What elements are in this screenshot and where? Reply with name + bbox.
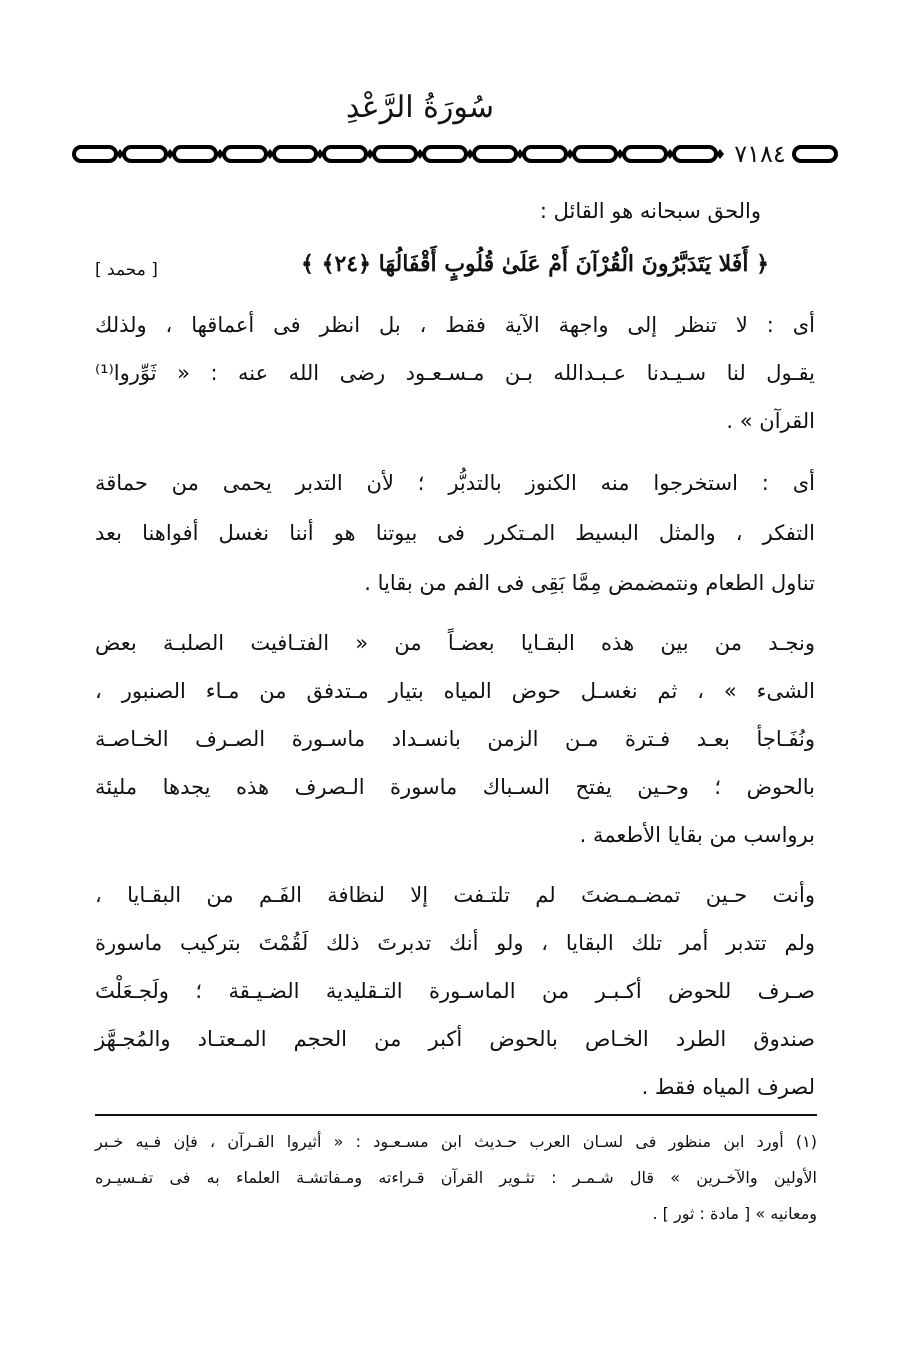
paragraph-2-line-2: التفكر ، والمثل البسيط المـتكرر فى بيوتنا هو أننا نغسل أفواهنا بعد xyxy=(95,521,815,545)
paragraph-1-line-2: يقـول لنا سـيـدنا عـبـدالله بـن مـسـعـود رضى الله عنه : « ثَوِّروا⁽¹⁾ xyxy=(95,361,815,385)
footnote-line-3: ومعانيه » [ مادة : ثور ] . xyxy=(652,1204,817,1223)
chain-link-end xyxy=(794,147,836,161)
paragraph-3-line-3: ونُفَـاجأ بعـد فـترة مـن الزمن بانسـداد ماسـورة الصـرف الخـاصـة xyxy=(95,727,815,751)
verse-reference: [ محمد ] xyxy=(95,260,158,280)
chain-link xyxy=(174,147,216,161)
paragraph-2-line-3: تناول الطعام ونتمضمض مِمَّا بَقِى فى الفم من بقايا . xyxy=(364,571,815,595)
surah-title: سُورَةُ الرَّعْدِ xyxy=(345,90,495,125)
paragraph-1-line-3: القرآن » . xyxy=(726,409,815,433)
chain-link xyxy=(674,147,716,161)
paragraph-4-line-4: صندوق الطرد الخـاص بالحوض أكبر من الحجم المـعتـاد والمُجـهَّز xyxy=(95,1027,815,1051)
chain-link xyxy=(624,147,666,161)
chain-link xyxy=(274,147,316,161)
paragraph-1-line-1: أى : لا تنظر إلى واجهة الآية فقط ، بل انظر فى أعماقها ، ولذلك xyxy=(95,313,815,337)
chain-link xyxy=(374,147,416,161)
intro-line: والحق سبحانه هو القائل : xyxy=(539,199,761,223)
chain-link xyxy=(74,147,116,161)
decorative-border xyxy=(70,138,840,170)
paragraph-3-line-2: الشىء » ، ثم نغسـل حوض المياه بتيار مـتدفق من مـاء الصنبور ، xyxy=(95,679,815,703)
paragraph-3-line-5: برواسب من بقايا الأطعمة . xyxy=(579,823,815,847)
chain-link xyxy=(474,147,516,161)
chain-link xyxy=(524,147,566,161)
chain-link xyxy=(324,147,366,161)
footnote-line-1: (١) أورد ابن منظور فى لسـان العرب حـديث ابن مسـعـود : « أثيروا القـرآن ، فإن فـيه خـبر xyxy=(95,1132,817,1151)
page-number: ٧١٨٤ xyxy=(734,140,786,168)
paragraph-3-line-4: بالحوض ؛ وحـين يفتح السـباك ماسورة الـصرف هذه يجدها مليئة xyxy=(95,775,815,799)
chain-link xyxy=(124,147,166,161)
quran-verse: ﴿ أَفَلا يَتَدَبَّرُونَ الْقُرْآنَ أَمْ عَلَىٰ قُلُوبٍ أَقْفَالُهَا ﴿٢٤﴾ ﴾ xyxy=(301,251,769,277)
paragraph-4-line-1: وأنت حـين تمضـمـضتَ لم تلتـفت إلا لنظافة الفَـم من البقـايا ، xyxy=(95,883,815,907)
chain-link xyxy=(224,147,266,161)
chain-link xyxy=(424,147,466,161)
paragraph-2-line-1: أى : استخرجوا منه الكنوز بالتدبُّر ؛ لأن التدبر يحمى من حماقة xyxy=(95,471,815,495)
footnote-divider xyxy=(95,1114,817,1116)
paragraph-4-line-2: ولم تتدبر أمر تلك البقايا ، ولو أنك تدبرتَ ذلك لَقُمْتَ بتركيب ماسورة xyxy=(95,931,815,955)
chain-link xyxy=(574,147,616,161)
footnote-line-2: الأولين والآخـرين » قال شـمـر : تثـوير القرآن قـراءته ومـفاتشـة العلماء به فى تفـسيـره xyxy=(95,1168,817,1187)
paragraph-4-line-5: لصرف المياه فقط . xyxy=(641,1075,815,1099)
paragraph-4-line-3: صـرف للحوض أكـبـر من الماسـورة التـقليدية الضـيـقة ؛ ولَجـعَلْتَ xyxy=(95,979,815,1003)
paragraph-3-line-1: ونجـد من بين هذه البقـايا بعضـاً من « الفتـافيت الصلبـة بعض xyxy=(95,631,815,655)
